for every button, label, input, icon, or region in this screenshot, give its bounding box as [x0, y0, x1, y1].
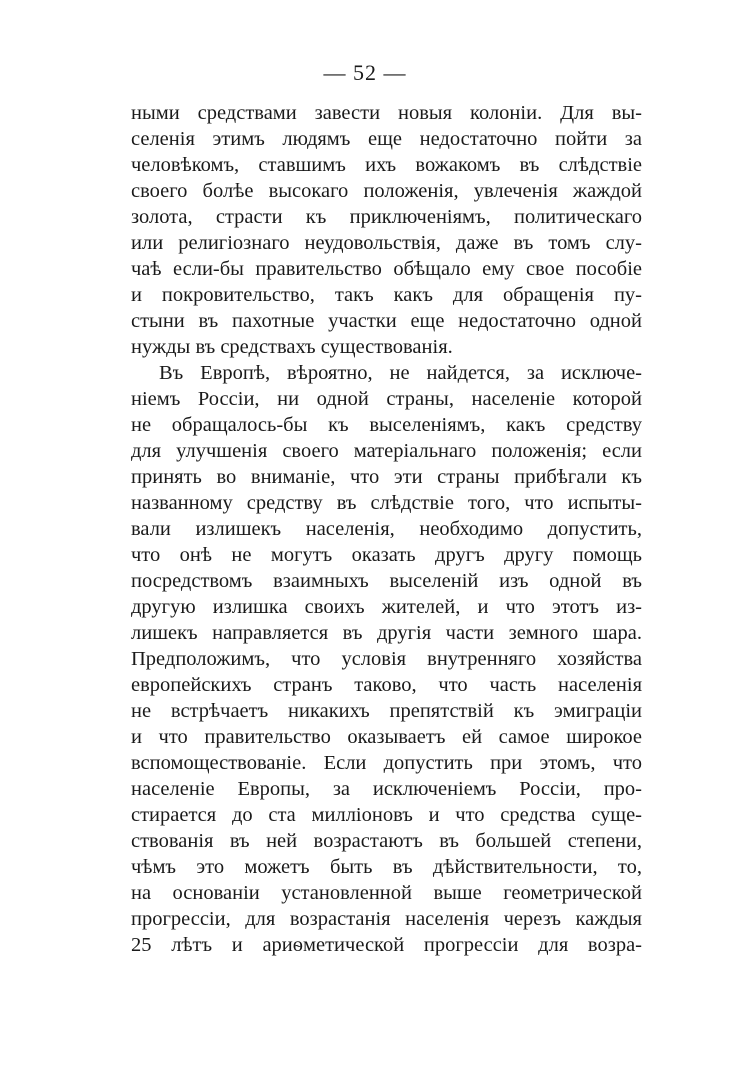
- text-line: лишекъ направляется въ другія части земного шара.: [131, 622, 642, 644]
- paragraph-2: [131, 360, 642, 958]
- text-line: не обращалось-бы къ выселеніямъ, какъ средству: [131, 414, 642, 436]
- text-line: названному средству въ слѣдствіе того, что испыты-: [131, 492, 642, 514]
- text-line: вали излишекъ населенія, необходимо допустить,: [131, 518, 642, 540]
- text-line: человѣкомъ, ставшимъ ихъ вожакомъ въ слѣдствіе: [131, 154, 642, 176]
- text-line: ными средствами завести новыя колоніи. Для вы-: [131, 102, 642, 124]
- body-text: [131, 100, 642, 958]
- text-line: и что правительство оказываетъ ей самое широкое: [131, 726, 642, 748]
- text-line: на основаніи установленной выше геометрической: [131, 882, 642, 904]
- text-line: стирается до ста милліоновъ и что средства суще-: [131, 804, 642, 826]
- text-line: селенія этимъ людямъ еще недостаточно пойти за: [131, 128, 642, 150]
- page-number: — 52 —: [323, 60, 407, 85]
- text-line: своего болѣе высокаго положенія, увлеченія жаждой: [131, 180, 642, 202]
- text-line: чѣмъ это можетъ быть въ дѣйствительности, то,: [131, 856, 642, 878]
- text-line: нужды въ средствахъ существованія.: [131, 336, 453, 358]
- text-line: Предположимъ, что условія внутренняго хозяйства: [131, 648, 642, 670]
- text-line: стыни въ пахотные участки еще недостаточно одной: [131, 310, 642, 332]
- text-line: населеніе Европы, за исключеніемъ Россіи, про-: [131, 778, 642, 800]
- text-line: ствованія въ ней возрастаютъ въ большей степени,: [131, 830, 642, 852]
- text-line: ніемъ Россіи, ни одной страны, населеніе которой: [131, 388, 642, 410]
- text-line: посредствомъ взаимныхъ выселеній изъ одной въ: [131, 570, 642, 592]
- text-line: или религіознаго неудовольствія, даже въ томъ слу-: [131, 232, 642, 254]
- text-line: 25 лѣтъ и ариѳметической прогрессіи для возра-: [131, 934, 642, 956]
- text-line: золота, страсти къ приключеніямъ, политическаго: [131, 206, 642, 228]
- paragraph-1: [131, 100, 642, 360]
- text-line: не встрѣчаетъ никакихъ препятствій къ эмиграціи: [131, 700, 642, 722]
- text-line: европейскихъ странъ таково, что часть населенія: [131, 674, 642, 696]
- text-line: Въ Европѣ, вѣроятно, не найдется, за исключе-: [159, 362, 642, 384]
- text-line: другую излишка своихъ жителей, и что этотъ из-: [131, 596, 642, 618]
- text-line: что онѣ не могутъ оказать другъ другу помощь: [131, 544, 642, 566]
- text-line: прогрессіи, для возрастанія населенія черезъ каждыя: [131, 908, 642, 930]
- text-line: чаѣ если-бы правительство обѣщало ему свое пособіе: [131, 258, 642, 280]
- text-line: принять во вниманіе, что эти страны прибѣгали къ: [131, 466, 642, 488]
- text-line: вспомоществованіе. Если допустить при этомъ, что: [131, 752, 642, 774]
- text-line: и покровительство, такъ какъ для обращенія пу-: [131, 284, 642, 306]
- text-line: для улучшенія своего матеріальнаго положенія; если: [131, 440, 642, 462]
